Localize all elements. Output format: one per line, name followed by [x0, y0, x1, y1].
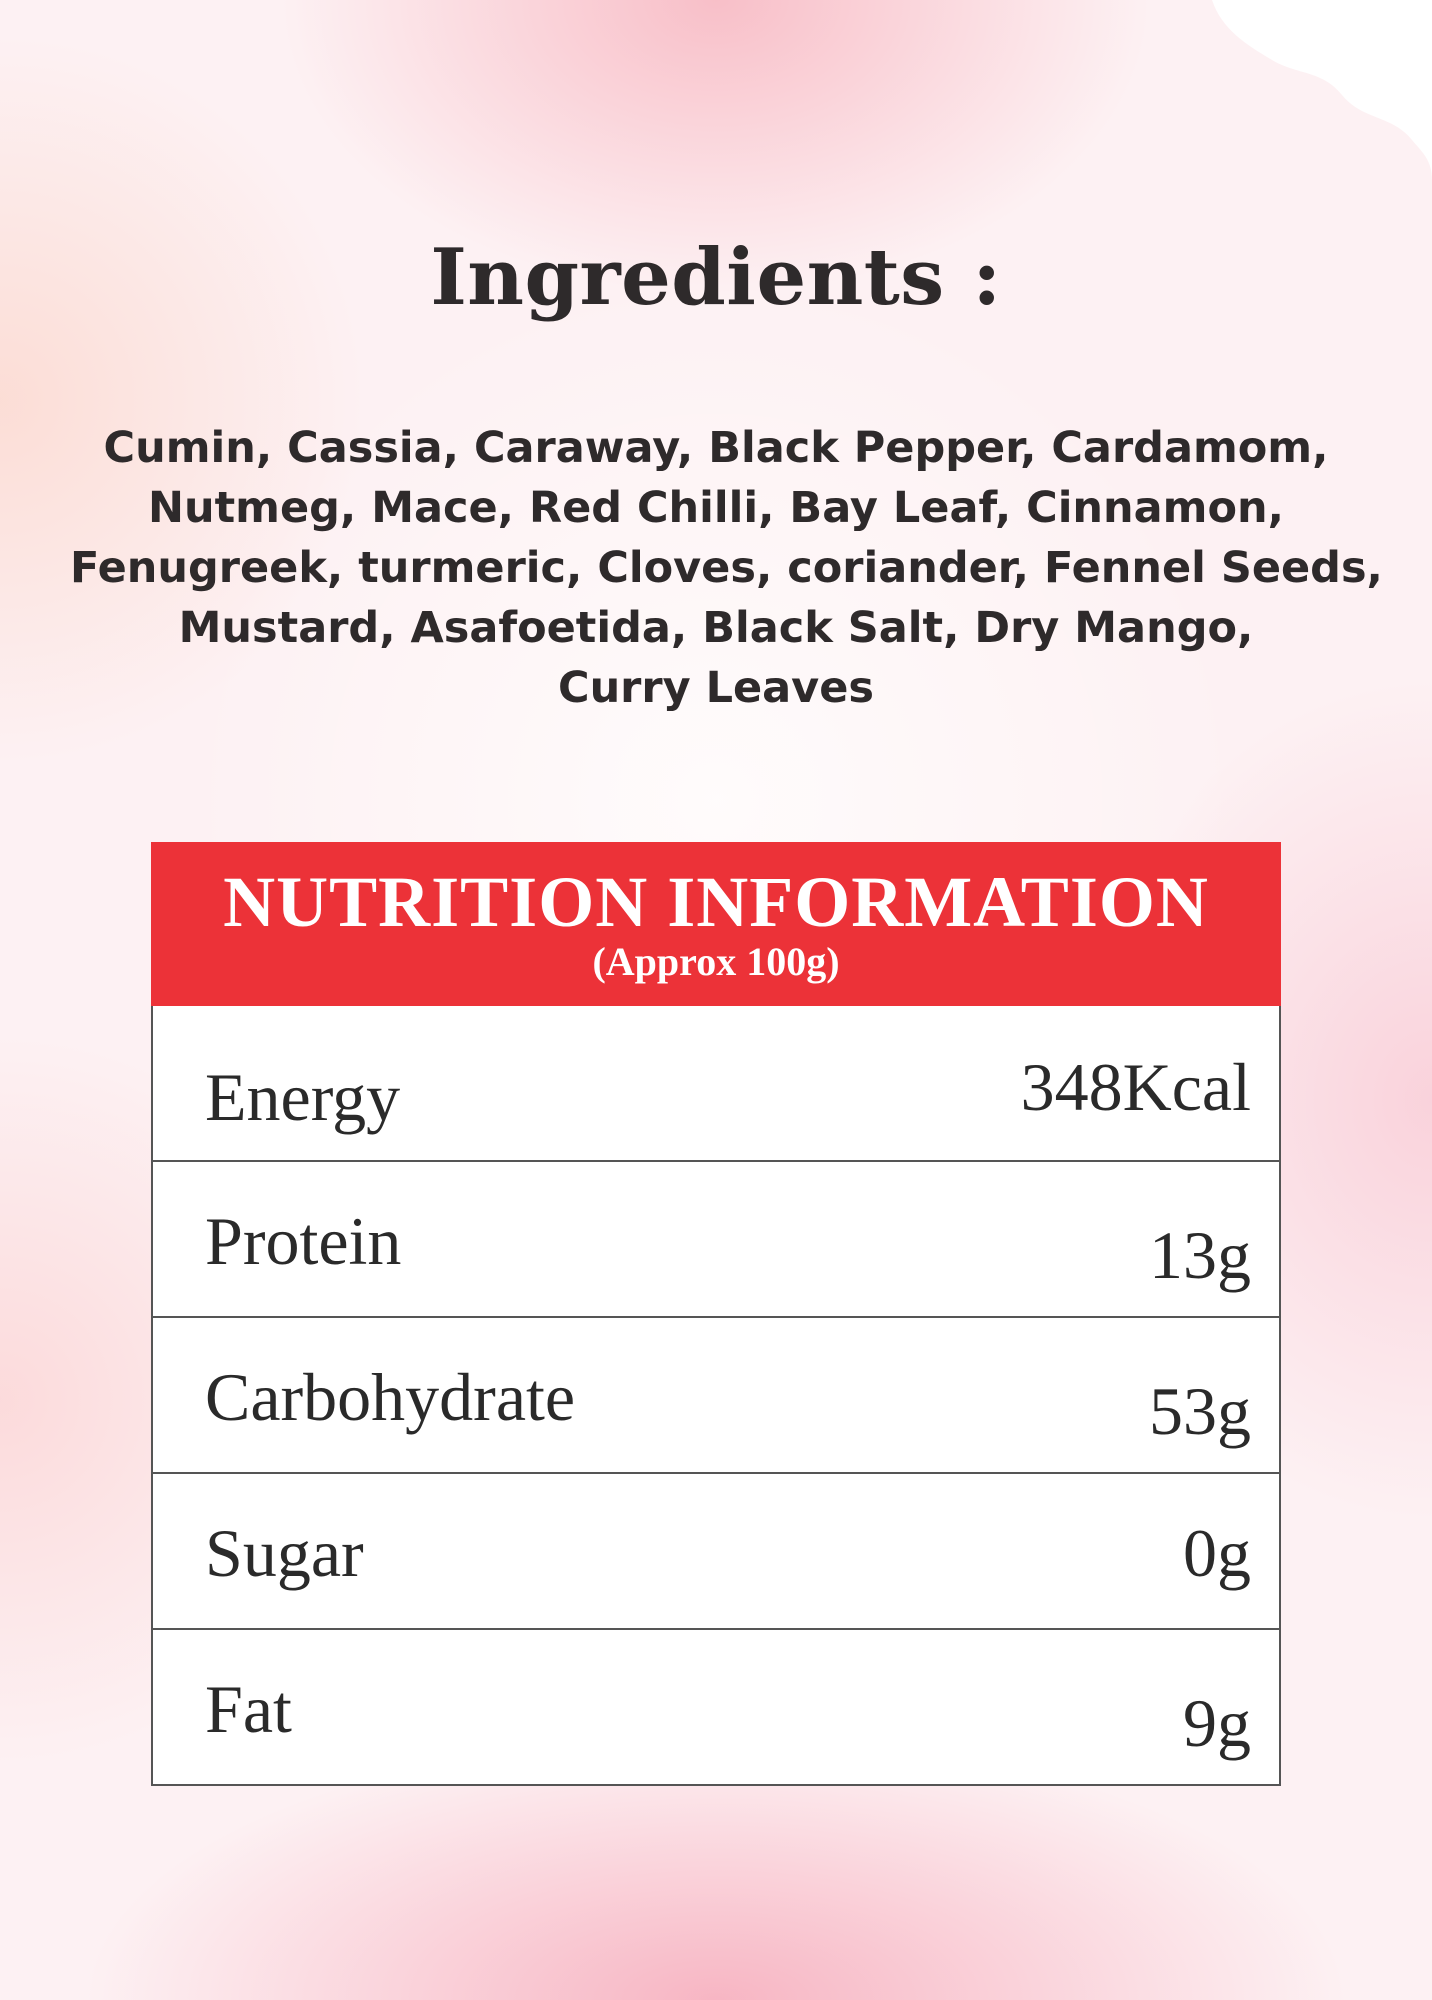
nutrient-label: Carbohydrate: [205, 1359, 576, 1435]
nutrition-table: [151, 842, 1281, 1786]
table-row: [151, 1162, 1281, 1318]
nutrient-value: 348Kcal: [1020, 1049, 1251, 1125]
table-row: [151, 1630, 1281, 1786]
ingredients-line: Nutmeg, Mace, Red Chilli, Bay Leaf, Cinnamon,: [148, 483, 1284, 533]
ingredients-list: [70, 418, 1383, 718]
nutrient-label: Protein: [205, 1203, 402, 1279]
nutrient-label: Sugar: [205, 1515, 364, 1591]
ingredients-line: Mustard, Asafoetida, Black Salt, Dry Mango,: [178, 603, 1254, 653]
nutrient-value: 13g: [1149, 1217, 1251, 1293]
nutrition-title: NUTRITION INFORMATION: [223, 862, 1209, 942]
nutrient-value: 0g: [1183, 1515, 1251, 1591]
nutrition-table-header: [151, 842, 1281, 1006]
nutrient-value: 9g: [1183, 1685, 1251, 1761]
ingredients-line: Curry Leaves: [558, 663, 874, 713]
table-row: [151, 1318, 1281, 1474]
ingredients-line: Fenugreek, turmeric, Cloves, coriander, Fennel Seeds,: [70, 543, 1383, 593]
nutrition-subtitle: (Approx 100g): [592, 939, 840, 984]
table-row: [151, 1474, 1281, 1630]
nutrient-value: 53g: [1149, 1373, 1251, 1449]
ingredients-heading: Ingredients :: [430, 232, 1002, 323]
nutrient-label: Energy: [205, 1059, 401, 1135]
table-row: [151, 1006, 1281, 1162]
ingredients-line: Cumin, Cassia, Caraway, Black Pepper, Cardamom,: [103, 423, 1329, 473]
nutrient-label: Fat: [205, 1671, 292, 1747]
